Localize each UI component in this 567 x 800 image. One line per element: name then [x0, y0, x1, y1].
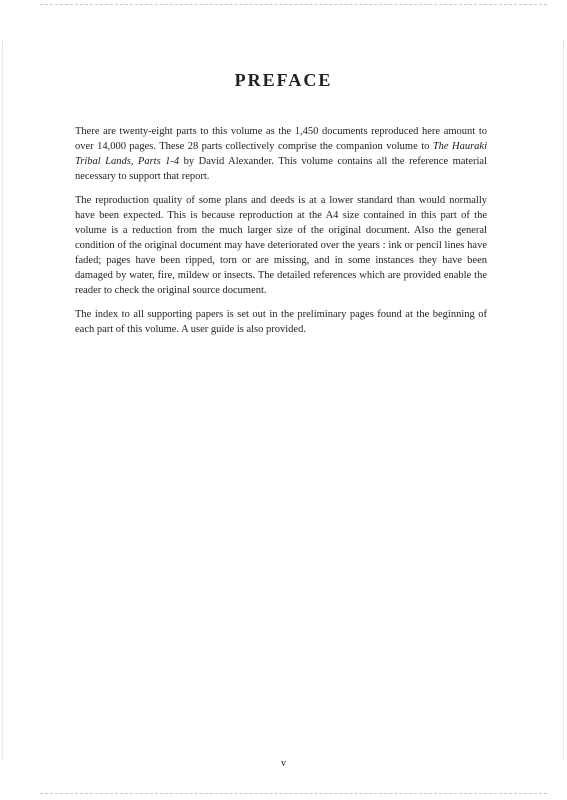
page-number: v — [281, 758, 286, 769]
preface-body — [75, 124, 487, 346]
paragraph-1-text-start: There are twenty-eight parts to this volume as the 1,450 documents reproduced here amount to over 14,000 pages. These 28 parts collectively comprise the companion volume to — [75, 126, 487, 152]
paragraph-1 — [75, 124, 487, 184]
paragraph-3: The index to all supporting papers is set out in the preliminary pages found at the beginning of each part of this volume. A user guide is also provided. — [75, 309, 487, 335]
paragraph-1-text-end: by David Alexander. This volume contains all the reference material necessary to support that report. — [75, 156, 487, 182]
scan-edge-bottom — [40, 793, 547, 794]
scan-edge-top — [40, 4, 547, 5]
scan-edge-right — [563, 40, 564, 760]
paragraph-2: The reproduction quality of some plans and deeds is at a lower standard than would normally have been expected. This is because reproduction at the A4 size contained in this part of the volume is a reduction from the much larger size of the original document. Also the general condition of the original document may have deteriorated over the years : ink or pencil lines have faded; pages have been ripped, torn or are missing, and in some instances they have been damaged by water, fire, mildew or insects. The detailed references which are provided enable the reader to check the original source document. — [75, 195, 487, 296]
paragraph-1-book-title: The Hauraki Tribal Lands, Parts 1-4 — [75, 141, 488, 167]
scan-edge-left — [2, 40, 3, 760]
page-title: PREFACE — [234, 70, 333, 90]
